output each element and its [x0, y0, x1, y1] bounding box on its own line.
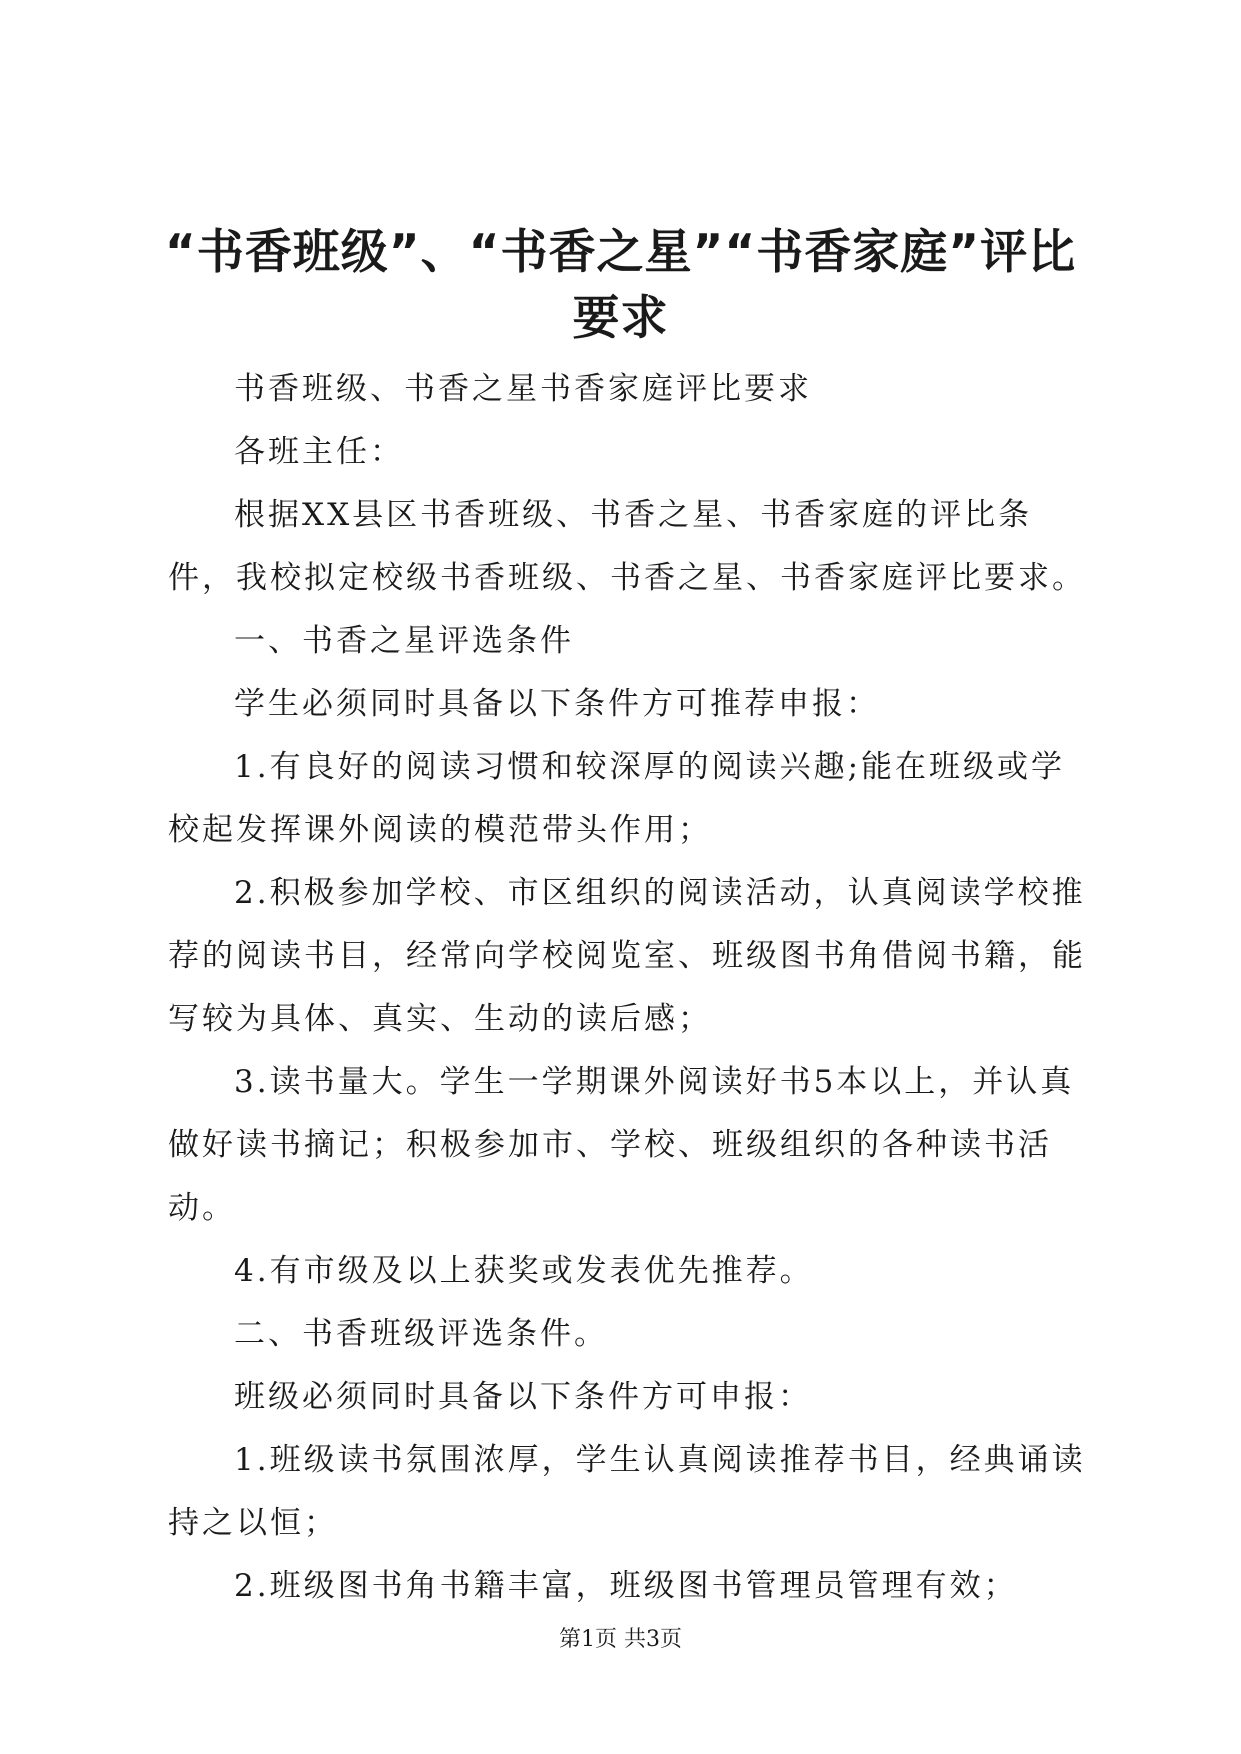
document-title: “书香班级”、“书香之星”“书香家庭”评比要求 — [164, 225, 1077, 346]
paragraph: 1.班级读书氛围浓厚，学生认真阅读推荐书目，经典诵读持之以恒； — [168, 1442, 1086, 1541]
paragraph: 根据XX县区书香班级、书香之星、书香家庭的评比条件，我校拟定校级书香班级、书香之星、书香家庭评比要求。 — [168, 497, 1086, 596]
paragraph: 2.积极参加学校、市区组织的阅读活动，认真阅读学校推荐的阅读书目，经常向学校阅览室、班级图书角借阅书籍，能写较为具体、真实、生动的读后感； — [168, 875, 1086, 1037]
paragraph: 1.有良好的阅读习惯和较深厚的阅读兴趣;能在班级或学校起发挥课外阅读的模范带头作用； — [168, 749, 1066, 848]
page-number-footer: 第1页 共3页 — [559, 1627, 682, 1652]
paragraph: 班级必须同时具备以下条件方可申报： — [234, 1379, 812, 1415]
paragraph: 书香班级、书香之星书香家庭评比要求 — [234, 371, 812, 407]
paragraph: 二、书香班级评选条件。 — [234, 1316, 608, 1352]
paragraph: 一、书香之星评选条件 — [234, 623, 574, 659]
paragraph: 各班主任： — [234, 434, 404, 470]
paragraph: 2.班级图书角书籍丰富，班级图书管理员管理有效； — [234, 1568, 1018, 1604]
paragraph: 4.有市级及以上获奖或发表优先推荐。 — [234, 1253, 814, 1289]
document-body — [168, 358, 1088, 1618]
paragraph: 学生必须同时具备以下条件方可推荐申报： — [234, 686, 880, 722]
paragraph: 3.读书量大。学生一学期课外阅读好书5本以上，并认真做好读书摘记；积极参加市、学校、班级组织的各种读书活动。 — [168, 1064, 1075, 1226]
